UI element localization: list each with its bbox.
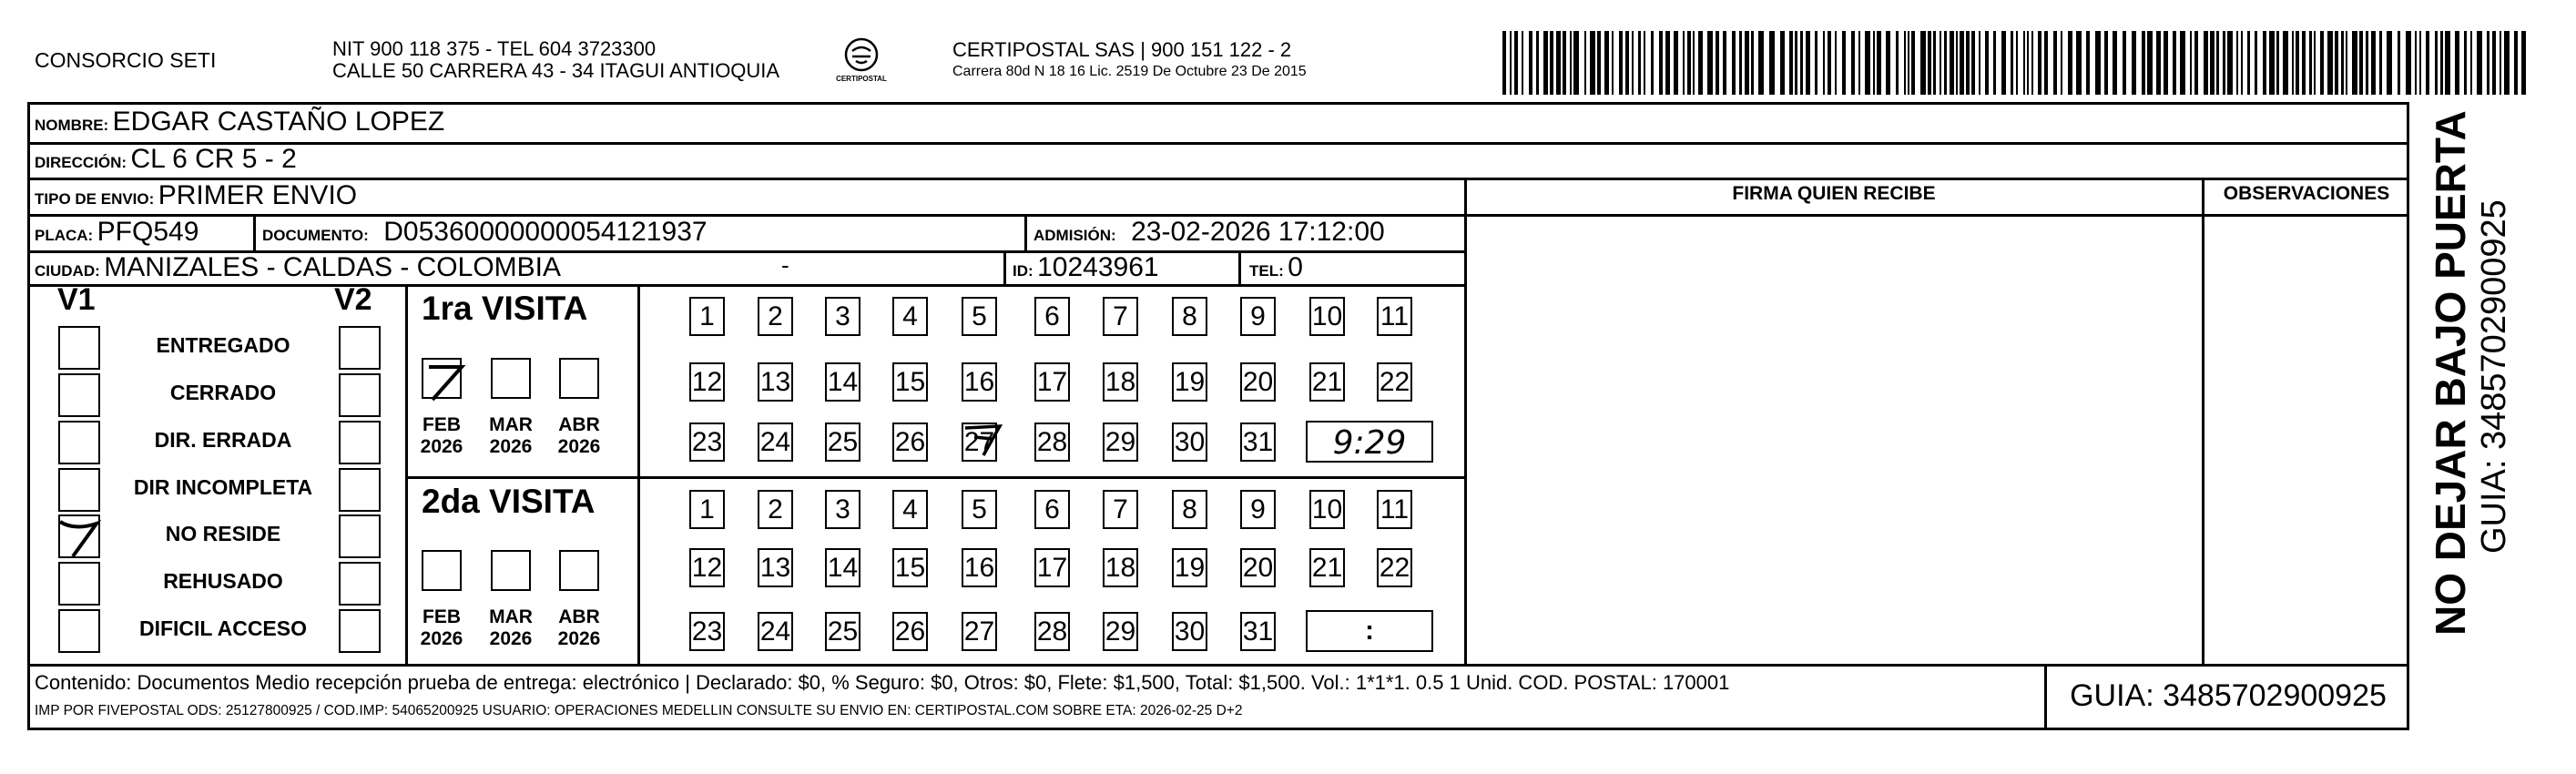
barcode-bar [2477, 31, 2482, 95]
barcode-bar [1920, 31, 1926, 95]
barcode-bar [2327, 31, 2333, 95]
barcode-bar [2164, 31, 2168, 95]
barcode-bar [2359, 31, 2363, 95]
barcode-bar [1665, 31, 1670, 95]
barcode-bar [2147, 31, 2153, 95]
barcode-bar [2190, 31, 2192, 95]
barcode-bar [2269, 31, 2275, 95]
barcode-bar [2173, 31, 2176, 95]
barcode-bar [2504, 31, 2510, 95]
barcode-bar [1873, 31, 1875, 95]
barcode-bar [2426, 31, 2429, 95]
barcode-bar [1563, 31, 1566, 95]
month-label: ABR 2026 [557, 606, 601, 649]
barcode-bar [2500, 31, 2501, 95]
reason-label: DIR INCOMPLETA [133, 475, 313, 499]
day-box[interactable]: 23 [689, 423, 725, 462]
reason-label: NO RESIDE [165, 522, 281, 545]
barcode-bar [2521, 31, 2526, 95]
barcode-bar [2204, 31, 2208, 95]
barcode-bar [1908, 31, 1909, 95]
barcode-bar [2023, 31, 2025, 95]
reason-label: DIR. ERRADA [154, 428, 292, 452]
barcode-bar [1911, 31, 1915, 95]
day-box[interactable]: 6 [1034, 490, 1070, 529]
barcode-bar [1979, 31, 1980, 95]
footer-imp: IMP POR FIVEPOSTAL ODS: 25127800925 / COD.IMP: 54065200925 USUARIO: OPERACIONES MEDELLIN CONSULTE SU ENVIO EN: CERTIPOSTAL.COM SOBRE ETA: 2026-02-25 D+2 [35, 703, 1243, 718]
barcode-bar [2445, 31, 2450, 95]
second-visit-time: : [1365, 616, 1374, 646]
barcode-bar [2514, 31, 2518, 95]
barcode-bar [1966, 31, 1970, 95]
day-box[interactable]: 28 [1034, 423, 1070, 462]
v2-checkbox[interactable] [339, 562, 381, 606]
barcode-bar [1514, 31, 1518, 95]
barcode-bar [1823, 31, 1825, 95]
barcode-bar [1800, 31, 1803, 95]
first-visit-time-box[interactable] [1306, 421, 1433, 463]
day-box[interactable]: 7 [1103, 490, 1138, 529]
day-box[interactable]: 23 [689, 612, 725, 651]
barcode-bar [1858, 31, 1860, 95]
month-checkbox[interactable] [491, 550, 531, 591]
observaciones-header: OBSERVACIONES [2223, 183, 2390, 204]
day-box[interactable]: 27 [962, 423, 997, 462]
barcode-bar [2095, 31, 2101, 95]
side-guia: GUIA: 3485702900925 [2475, 199, 2513, 554]
barcode-bar [1687, 31, 1691, 95]
day-box[interactable]: 10 [1309, 490, 1345, 529]
barcode-bar [2435, 31, 2438, 95]
barcode-bar [2470, 31, 2472, 95]
barcode-bar [2132, 31, 2136, 95]
day-box[interactable]: 15 [892, 362, 928, 402]
day-box[interactable]: 4 [892, 490, 928, 529]
footer-contenido: Contenido: Documentos Medio recepción prueba de entrega: electrónico | Declarado: $0, % Seguro: $0, Otros: $0, Flete: $1,500, Total: $1,500. Vol.: 1*1*1. 0.5 1 Unid. COD. POSTAL: 170001 [35, 671, 1730, 694]
barcode-bar [2379, 31, 2382, 95]
barcode-bar [1693, 31, 1695, 95]
v2-checkbox[interactable] [339, 373, 381, 417]
day-box[interactable]: 25 [825, 423, 860, 462]
barcode [1502, 31, 2531, 95]
reason-label: CERRADO [169, 381, 277, 404]
day-box[interactable]: 9 [1240, 490, 1276, 529]
day-box[interactable]: 15 [892, 548, 928, 587]
barcode-bar [1543, 31, 1548, 95]
side-warning: NO DEJAR BAJO PUERTA [2427, 110, 2474, 636]
barcode-bar [1896, 31, 1899, 95]
barcode-bar [2415, 31, 2417, 95]
barcode-bar [2194, 31, 2198, 95]
documento-label: DOCUMENTO: [262, 227, 369, 244]
day-box[interactable]: 25 [825, 612, 860, 651]
barcode-bar [2076, 31, 2082, 95]
admision-value: 23-02-2026 17:12:00 [1131, 217, 1385, 247]
day-box[interactable]: 26 [892, 423, 928, 462]
barcode-bar [1745, 31, 1749, 95]
barcode-bar [1619, 31, 1623, 95]
v1-checkbox[interactable] [58, 421, 100, 464]
barcode-bar [2296, 31, 2299, 95]
company-address: CALLE 50 CARRERA 43 - 34 ITAGUI ANTIOQUIA [332, 59, 780, 82]
barcode-bar [1651, 31, 1654, 95]
barcode-bar [1865, 31, 1870, 95]
v2-checkbox[interactable] [339, 514, 381, 558]
barcode-bar [1842, 31, 1846, 95]
day-box[interactable]: 9 [1240, 297, 1276, 336]
barcode-bar [1828, 31, 1831, 95]
barcode-bar [1556, 31, 1561, 95]
barcode-bar [2216, 31, 2219, 95]
barcode-bar [1928, 31, 1931, 95]
v1-checkbox[interactable] [58, 562, 100, 606]
day-box[interactable]: 22 [1377, 548, 1412, 587]
day-box[interactable]: 8 [1172, 297, 1207, 336]
day-box[interactable]: 10 [1309, 297, 1345, 336]
barcode-bar [2223, 31, 2225, 95]
ciudad-label: CIUDAD: [35, 262, 100, 280]
firma-header: FIRMA QUIEN RECIBE [1732, 183, 1936, 204]
barcode-bar [1815, 31, 1817, 95]
day-box[interactable]: 30 [1172, 612, 1207, 651]
barcode-bar [1584, 31, 1586, 95]
day-box[interactable]: 31 [1240, 423, 1276, 462]
day-box[interactable]: 29 [1103, 423, 1138, 462]
feb-check-mark [423, 360, 469, 405]
day-box[interactable]: 17 [1034, 548, 1070, 587]
barcode-bar [2263, 31, 2266, 95]
day-box[interactable]: 20 [1240, 548, 1276, 587]
day-box[interactable]: 3 [825, 490, 860, 529]
barcode-bar [2180, 31, 2185, 95]
documento-value: D05360000000054121937 [383, 217, 708, 247]
certipostal-license: Carrera 80d N 18 16 Lic. 2519 De Octubre 23 De 2015 [952, 64, 1307, 79]
barcode-bar [1659, 31, 1663, 95]
barcode-bar [2044, 31, 2048, 95]
barcode-bar [1698, 31, 1703, 95]
barcode-bar [1510, 31, 1512, 95]
barcode-bar [1683, 31, 1685, 95]
month-checkbox[interactable] [559, 550, 599, 591]
month-label: MAR 2026 [489, 606, 533, 649]
barcode-bar [2341, 31, 2344, 95]
first-visit-time: 9:29 [1332, 424, 1407, 462]
day-box[interactable]: 12 [689, 548, 725, 587]
day-box[interactable]: 27 [962, 612, 997, 651]
logo-text: CERTIPOSTAL [836, 75, 887, 83]
day-box[interactable]: 11 [1377, 490, 1412, 529]
barcode-bar [2247, 31, 2250, 95]
reason-label: REHUSADO [163, 569, 283, 593]
day-box[interactable]: 28 [1034, 612, 1070, 651]
day-box[interactable]: 3 [825, 297, 860, 336]
certipostal-logo [834, 33, 889, 91]
admision-label: ADMISIÓN: [1033, 227, 1116, 244]
barcode-bar [1851, 31, 1855, 95]
barcode-bar [1723, 31, 1726, 95]
tipo-envio-label: TIPO DE ENVIO: [35, 190, 155, 208]
day-box[interactable]: 24 [758, 423, 793, 462]
barcode-bar [2255, 31, 2257, 95]
barcode-bar [1573, 31, 1579, 95]
barcode-bar [1674, 31, 1678, 95]
month-label: ABR 2026 [557, 414, 601, 457]
second-visit-time-box[interactable] [1306, 610, 1433, 652]
barcode-bar [2241, 31, 2243, 95]
barcode-bar [1993, 31, 1996, 95]
day-box[interactable]: 8 [1172, 490, 1207, 529]
placa-label: PLACA: [35, 227, 94, 244]
first-visit-title: 1ra VISITA [422, 290, 588, 327]
month-label: MAR 2026 [489, 414, 533, 457]
barcode-bar [1716, 31, 1719, 95]
ciudad-mark: - [781, 251, 789, 279]
barcode-bar [1536, 31, 1539, 95]
barcode-bar [1971, 31, 1975, 95]
no-reside-check-mark [56, 514, 102, 560]
barcode-bar [1769, 31, 1775, 95]
barcode-bar [1806, 31, 1810, 95]
second-visit-title: 2da VISITA [422, 483, 596, 520]
barcode-bar [1950, 31, 1954, 95]
day-box[interactable]: 16 [962, 548, 997, 587]
barcode-bar [2464, 31, 2467, 95]
barcode-bar [1780, 31, 1785, 95]
barcode-bar [2292, 31, 2294, 95]
barcode-bar [2366, 31, 2368, 95]
day-box[interactable]: 18 [1103, 362, 1138, 402]
day-box[interactable]: 24 [758, 612, 793, 651]
barcode-bar [1644, 31, 1645, 95]
barcode-bar [1638, 31, 1641, 95]
day-box[interactable]: 14 [825, 548, 860, 587]
id-value: 10243961 [1037, 252, 1159, 282]
barcode-bar [2027, 31, 2029, 95]
barcode-bar [2086, 31, 2090, 95]
day-box[interactable]: 30 [1172, 423, 1207, 462]
barcode-bar [2011, 31, 2013, 95]
nombre-label: NOMBRE: [35, 117, 109, 134]
day-box[interactable]: 5 [962, 297, 997, 336]
month-label: FEB 2026 [420, 606, 463, 649]
month-checkbox[interactable] [422, 550, 462, 591]
barcode-bar [2068, 31, 2072, 95]
barcode-bar [2346, 31, 2347, 95]
day-box[interactable]: 14 [825, 362, 860, 402]
barcode-bar [2314, 31, 2316, 95]
barcode-bar [2352, 31, 2357, 95]
day-box[interactable]: 21 [1309, 548, 1345, 587]
nombre-value: EDGAR CASTAÑO LOPEZ [112, 107, 445, 137]
observations-area[interactable] [2204, 215, 2409, 663]
day-box[interactable]: 11 [1377, 297, 1412, 336]
barcode-bar [2455, 31, 2459, 95]
barcode-bar [1956, 31, 1958, 95]
barcode-bar [2309, 31, 2312, 95]
day-box[interactable]: 19 [1172, 362, 1207, 402]
v1-checkbox[interactable] [58, 609, 100, 653]
v2-checkbox[interactable] [339, 421, 381, 464]
day-box[interactable]: 31 [1240, 612, 1276, 651]
placa-value: PFQ549 [97, 217, 199, 247]
barcode-bar [2061, 31, 2062, 95]
day-box[interactable]: 4 [892, 297, 928, 336]
v1-checkbox[interactable] [58, 373, 100, 417]
v1-checkbox[interactable] [58, 468, 100, 512]
barcode-bar [1570, 31, 1572, 95]
direccion-value: CL 6 CR 5 - 2 [130, 144, 297, 174]
barcode-bar [2123, 31, 2126, 95]
day-box[interactable]: 19 [1172, 548, 1207, 587]
id-label: ID: [1013, 262, 1033, 280]
barcode-bar [1877, 31, 1881, 95]
barcode-bar [1751, 31, 1754, 95]
barcode-bar [1597, 31, 1601, 95]
barcode-bar [1604, 31, 1609, 95]
footer-guia: GUIA: 3485702900925 [2070, 678, 2387, 713]
barcode-bar [2001, 31, 2006, 95]
company-nit-tel: NIT 900 118 375 - TEL 604 3723300 [332, 37, 657, 60]
barcode-bar [2419, 31, 2421, 95]
day-box[interactable]: 21 [1309, 362, 1345, 402]
barcode-bar [2492, 31, 2496, 95]
barcode-bar [1550, 31, 1553, 95]
barcode-bar [1758, 31, 1764, 95]
day-box[interactable]: 7 [1103, 297, 1138, 336]
barcode-bar [1795, 31, 1797, 95]
barcode-bar [2031, 31, 2033, 95]
day-box[interactable]: 13 [758, 362, 793, 402]
barcode-bar [2320, 31, 2324, 95]
barcode-bar [1739, 31, 1742, 95]
barcode-bar [1502, 31, 1506, 95]
v2-checkbox[interactable] [339, 468, 381, 512]
barcode-bar [2038, 31, 2041, 95]
barcode-bar [2210, 31, 2215, 95]
barcode-bar [1904, 31, 1906, 95]
barcode-bar [1522, 31, 1523, 95]
day-box[interactable]: 13 [758, 548, 793, 587]
barcode-bar [2113, 31, 2117, 95]
barcode-bar [1625, 31, 1629, 95]
day-box[interactable]: 29 [1103, 612, 1138, 651]
barcode-bar [2276, 31, 2279, 95]
barcode-bar [2156, 31, 2161, 95]
day-box[interactable]: 2 [758, 297, 793, 336]
company-name: CONSORCIO SETI [35, 48, 217, 72]
day-box[interactable]: 5 [962, 490, 997, 529]
ciudad-value: MANIZALES - CALDAS - COLOMBIA [104, 252, 562, 282]
barcode-bar [2371, 31, 2376, 95]
reason-label: DIFICIL ACCESO [138, 616, 307, 640]
barcode-bar [1886, 31, 1890, 95]
barcode-bar [1985, 31, 1989, 95]
day-box[interactable]: 1 [689, 297, 725, 336]
barcode-bar [1632, 31, 1634, 95]
v2-label: V2 [334, 282, 372, 317]
day-box[interactable]: 18 [1103, 548, 1138, 587]
v2-checkbox[interactable] [339, 609, 381, 653]
signature-area[interactable] [1466, 215, 2202, 663]
barcode-bar [1590, 31, 1595, 95]
barcode-bar [1960, 31, 1964, 95]
barcode-bar [2398, 31, 2400, 95]
barcode-bar [2016, 31, 2018, 95]
day-box[interactable]: 17 [1034, 362, 1070, 402]
barcode-bar [1529, 31, 1532, 95]
month-checkbox[interactable] [559, 358, 599, 399]
barcode-bar [2053, 31, 2057, 95]
day-box[interactable]: 16 [962, 362, 997, 402]
barcode-bar [1612, 31, 1614, 95]
barcode-bar [2302, 31, 2306, 95]
month-label: FEB 2026 [420, 414, 463, 457]
barcode-bar [2387, 31, 2392, 95]
barcode-bar [2283, 31, 2288, 95]
barcode-bar [2227, 31, 2233, 95]
v1-label: V1 [57, 282, 96, 317]
barcode-bar [2335, 31, 2338, 95]
day-box[interactable]: 2 [758, 490, 793, 529]
barcode-bar [1940, 31, 1941, 95]
tipo-envio-value: PRIMER ENVIO [158, 180, 358, 210]
day-box[interactable]: 20 [1240, 362, 1276, 402]
tel-label: TEL: [1249, 262, 1284, 280]
certipostal-nit: CERTIPOSTAL SAS | 900 151 122 - 2 [952, 38, 1292, 61]
day-box[interactable]: 6 [1034, 297, 1070, 336]
v2-checkbox[interactable] [339, 326, 381, 370]
barcode-bar [1789, 31, 1793, 95]
reason-label: ENTREGADO [156, 333, 290, 357]
barcode-bar [1732, 31, 1736, 95]
tel-value: 0 [1288, 252, 1303, 282]
month-checkbox[interactable] [491, 358, 531, 399]
day-box[interactable]: 26 [892, 612, 928, 651]
barcode-bar [1944, 31, 1947, 95]
barcode-bar [1707, 31, 1713, 95]
v1-checkbox[interactable] [58, 326, 100, 370]
barcode-bar [2236, 31, 2238, 95]
day-box[interactable]: 1 [689, 490, 725, 529]
day-27-mark [960, 419, 1005, 461]
barcode-bar [2142, 31, 2145, 95]
barcode-bar [2440, 31, 2443, 95]
barcode-bar [2104, 31, 2108, 95]
barcode-bar [2406, 31, 2411, 95]
day-box[interactable]: 22 [1377, 362, 1412, 402]
day-box[interactable]: 12 [689, 362, 725, 402]
barcode-bar [1933, 31, 1936, 95]
direccion-label: DIRECCIÓN: [35, 154, 127, 171]
barcode-bar [2487, 31, 2489, 95]
barcode-bar [1835, 31, 1837, 95]
